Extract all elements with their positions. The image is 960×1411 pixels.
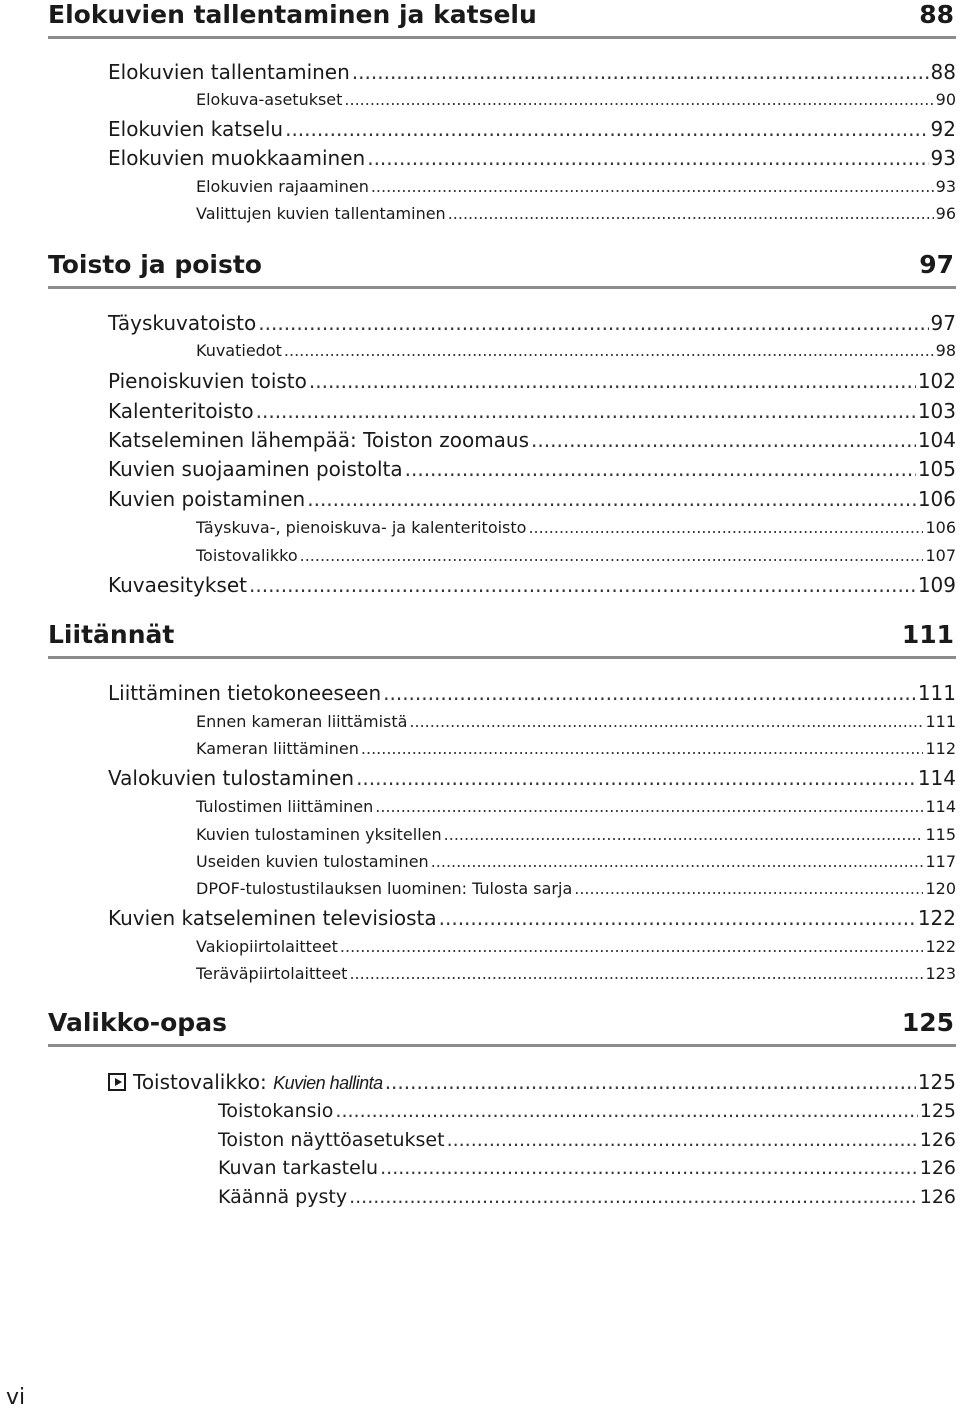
- toc-entry[interactable]: Liittäminen tietokoneeseen ..... 111: [108, 681, 956, 705]
- toc-entry[interactable]: Täyskuvatoisto ..... 97: [108, 311, 956, 335]
- toc-entry[interactable]: Elokuvien muokkaaminen ..... 93: [108, 146, 956, 170]
- playback-icon: [108, 1073, 126, 1091]
- toc-entry[interactable]: Täyskuva-, pienoiskuva- ja kalenteritoisto ..... 106: [196, 518, 956, 538]
- section-title: Elokuvien tallentaminen ja katselu: [48, 0, 537, 29]
- toc-entry[interactable]: Kameran liittäminen ..... 112: [196, 739, 956, 759]
- toc-entry[interactable]: Toistokansio ..... 125: [218, 1099, 956, 1123]
- toc-entry[interactable]: DPOF-tulostustilauksen luominen: Tulosta sarja ..... 120: [196, 879, 956, 899]
- toc-entry[interactable]: Toistovalikko: Kuvien hallinta ..... 125: [108, 1070, 956, 1095]
- section-page: 88: [919, 0, 954, 29]
- toc-entry[interactable]: Kuvatiedot ..... 98: [196, 341, 956, 361]
- toc-entry[interactable]: Teräväpiirtolaitteet ..... 123: [196, 964, 956, 984]
- toc-entry[interactable]: Valokuvien tulostaminen ..... 114: [108, 766, 956, 790]
- toc-entry[interactable]: Kuvan tarkastelu ..... 126: [218, 1156, 956, 1180]
- toc-entry[interactable]: Toiston näyttöasetukset ..... 126: [218, 1128, 956, 1152]
- toc-entry[interactable]: Toistovalikko ..... 107: [196, 546, 956, 566]
- toc-entry[interactable]: Kalenteritoisto ..... 103: [108, 399, 956, 423]
- toc-entry[interactable]: Kuvien katseleminen televisiosta ..... 122: [108, 906, 956, 930]
- toc-entry[interactable]: Ennen kameran liittämistä ..... 111: [196, 712, 956, 732]
- toc-entry[interactable]: Kuvien suojaaminen poistolta ..... 105: [108, 457, 956, 481]
- toc-entry[interactable]: Elokuvien tallentaminen ..... 88: [108, 60, 956, 84]
- section-page: 125: [901, 1008, 954, 1037]
- section-title: Liitännät: [48, 620, 175, 649]
- toc-entry[interactable]: Katseleminen lähempää: Toiston zoomaus ..... 104: [108, 428, 956, 452]
- section-title: Toisto ja poisto: [48, 250, 262, 279]
- section-title: Valikko-opas: [48, 1008, 227, 1037]
- toc-entry[interactable]: Kuvien tulostaminen yksitellen ..... 115: [196, 825, 956, 845]
- toc-entry[interactable]: Elokuvien katselu ..... 92: [108, 117, 956, 141]
- section-page: 111: [901, 620, 954, 649]
- toc-entry[interactable]: Käännä pysty ..... 126: [218, 1185, 956, 1209]
- toc-entry[interactable]: Kuvien poistaminen ..... 106: [108, 487, 956, 511]
- toc-entry[interactable]: Tulostimen liittäminen ..... 114: [196, 797, 956, 817]
- toc-entry[interactable]: Useiden kuvien tulostaminen ..... 117: [196, 852, 956, 872]
- toc-entry[interactable]: Elokuva-asetukset ..... 90: [196, 90, 956, 110]
- toc-entry[interactable]: Valittujen kuvien tallentaminen ..... 96: [196, 204, 956, 224]
- toc-entries-menu-guide: [48, 0, 956, 1220]
- toc-entry[interactable]: Vakiopiirtolaitteet ..... 122: [196, 937, 956, 957]
- page-number: vi: [6, 1385, 26, 1410]
- section-page: 97: [919, 250, 954, 279]
- toc-entry[interactable]: Pienoiskuvien toisto ..... 102: [108, 369, 956, 393]
- toc-entry[interactable]: Elokuvien rajaaminen ..... 93: [196, 177, 956, 197]
- toc-entry[interactable]: Kuvaesitykset ..... 109: [108, 573, 956, 597]
